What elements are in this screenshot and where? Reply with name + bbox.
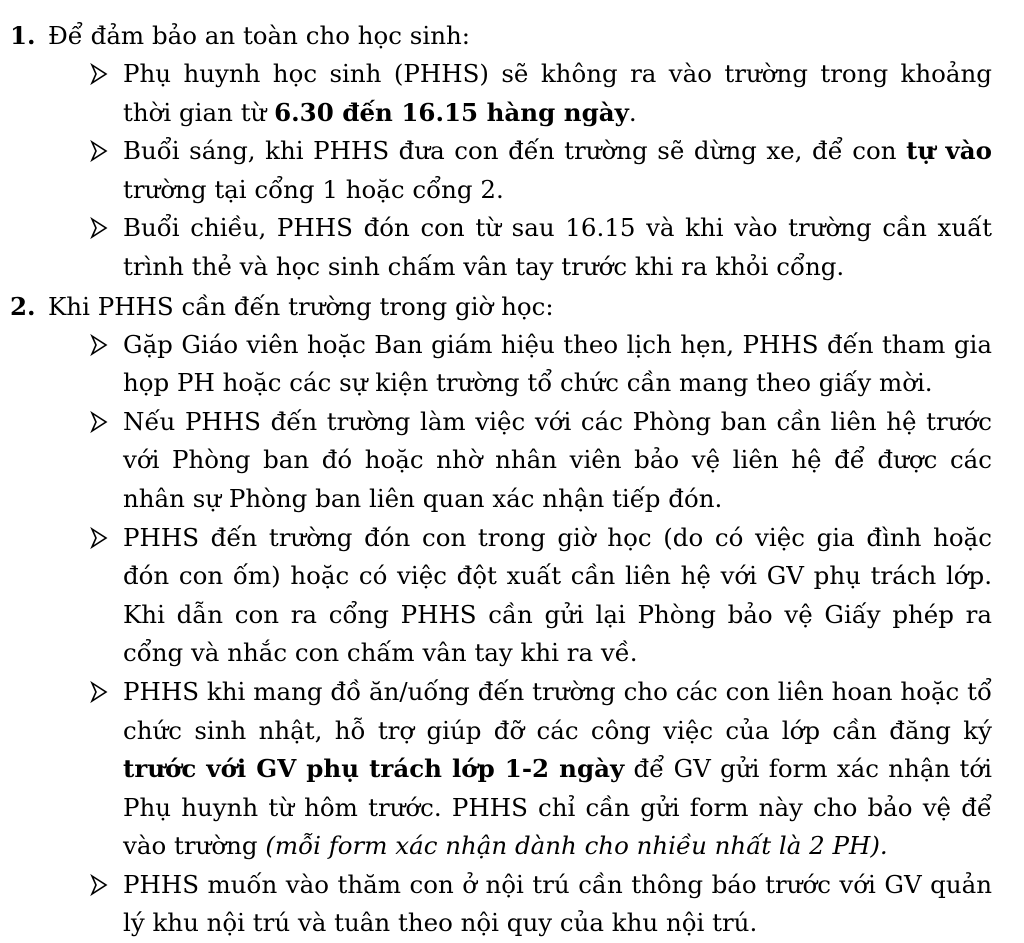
section-heading xyxy=(10,287,992,326)
section-title: Để đảm bảo an toàn cho học sinh: xyxy=(48,21,471,50)
bullet-list xyxy=(10,326,992,943)
arrow-bullet-icon xyxy=(87,326,111,364)
arrow-bullet-icon xyxy=(87,403,111,441)
item-italic-text: (mỗi form xác nhận dành cho nhiều nhất là 2 PH). xyxy=(265,831,888,861)
arrow-bullet-icon xyxy=(87,673,111,711)
list-item xyxy=(123,55,992,132)
arrow-bullet-icon xyxy=(87,55,111,93)
arrow-bullet-icon xyxy=(87,866,111,904)
item-text: PHHS muốn vào thăm con ở nội trú cần thông báo trước với GV quản lý khu nội trú và tuân theo nội quy của khu nội trú. xyxy=(123,869,992,938)
bullet-list xyxy=(10,55,992,287)
item-text: . xyxy=(628,97,637,127)
item-bold-text: 6.30 đến 16.15 hàng ngày xyxy=(274,97,629,127)
arrow-bullet-icon xyxy=(87,209,111,247)
item-text: Buổi sáng, khi PHHS đưa con đến trường sẽ dừng xe, để con xyxy=(123,136,907,166)
section-number: 1. xyxy=(10,21,36,50)
list-item xyxy=(123,673,992,866)
item-text: Buổi chiều, PHHS đón con từ sau 16.15 và khi vào trường cần xuất trình thẻ và học sinh chấm vân tay trước khi ra khỏi cổng. xyxy=(123,213,992,281)
item-text: để GV gửi form xác nhận tới Phụ huynh từ hôm trước. PHHS chỉ cần gửi form này cho bảo vệ để vào trường xyxy=(123,754,992,861)
section-title: Khi PHHS cần đến trường trong giờ học: xyxy=(48,291,554,321)
list-item xyxy=(123,326,992,403)
section-2 xyxy=(10,287,992,943)
list-item xyxy=(123,403,992,519)
section-heading xyxy=(10,16,992,55)
item-bold-text: trước với GV phụ trách lớp 1-2 ngày xyxy=(123,754,625,784)
item-text: trường tại cổng 1 hoặc cổng 2. xyxy=(123,174,504,204)
section-number: 2. xyxy=(10,291,36,321)
item-text: PHHS đến trường đón con trong giờ học (do có việc gia đình hoặc đón con ốm) hoặc có việc đột xuất cần liên hệ với GV phụ trách lớp. Khi dẫn con ra cổng PHHS cần gửi lại Phòng bảo vệ Giấy phép ra cổng và nhắc con chấm vân tay khi ra về. xyxy=(123,522,992,668)
item-text: Nếu PHHS đến trường làm việc với các Phòng ban cần liên hệ trước với Phòng ban đó hoặc nhờ nhân viên bảo vệ liên hệ để được các nhân sự Phòng ban liên quan xác nhận tiếp đón. xyxy=(123,406,992,513)
list-item xyxy=(123,866,992,943)
arrow-bullet-icon xyxy=(87,519,111,557)
item-text: PHHS khi mang đồ ăn/uống đến trường cho các con liên hoan hoặc tổ chức sinh nhật, hỗ trợ giúp đỡ các công việc của lớp cần đăng ký xyxy=(123,676,992,745)
arrow-bullet-icon xyxy=(87,132,111,170)
item-bold-text: tự vào xyxy=(906,136,992,166)
section-1 xyxy=(10,16,992,287)
item-text: Gặp Giáo viên hoặc Ban giám hiệu theo lịch hẹn, PHHS đến tham gia họp PH hoặc các sự kiện trường tổ chức cần mang theo giấy mời. xyxy=(123,329,992,398)
list-item xyxy=(123,209,992,286)
list-item xyxy=(123,132,992,209)
list-item xyxy=(123,519,992,673)
item-text: Phụ huynh học sinh (PHHS) sẽ không ra vào trường trong khoảng thời gian từ xyxy=(123,59,992,127)
